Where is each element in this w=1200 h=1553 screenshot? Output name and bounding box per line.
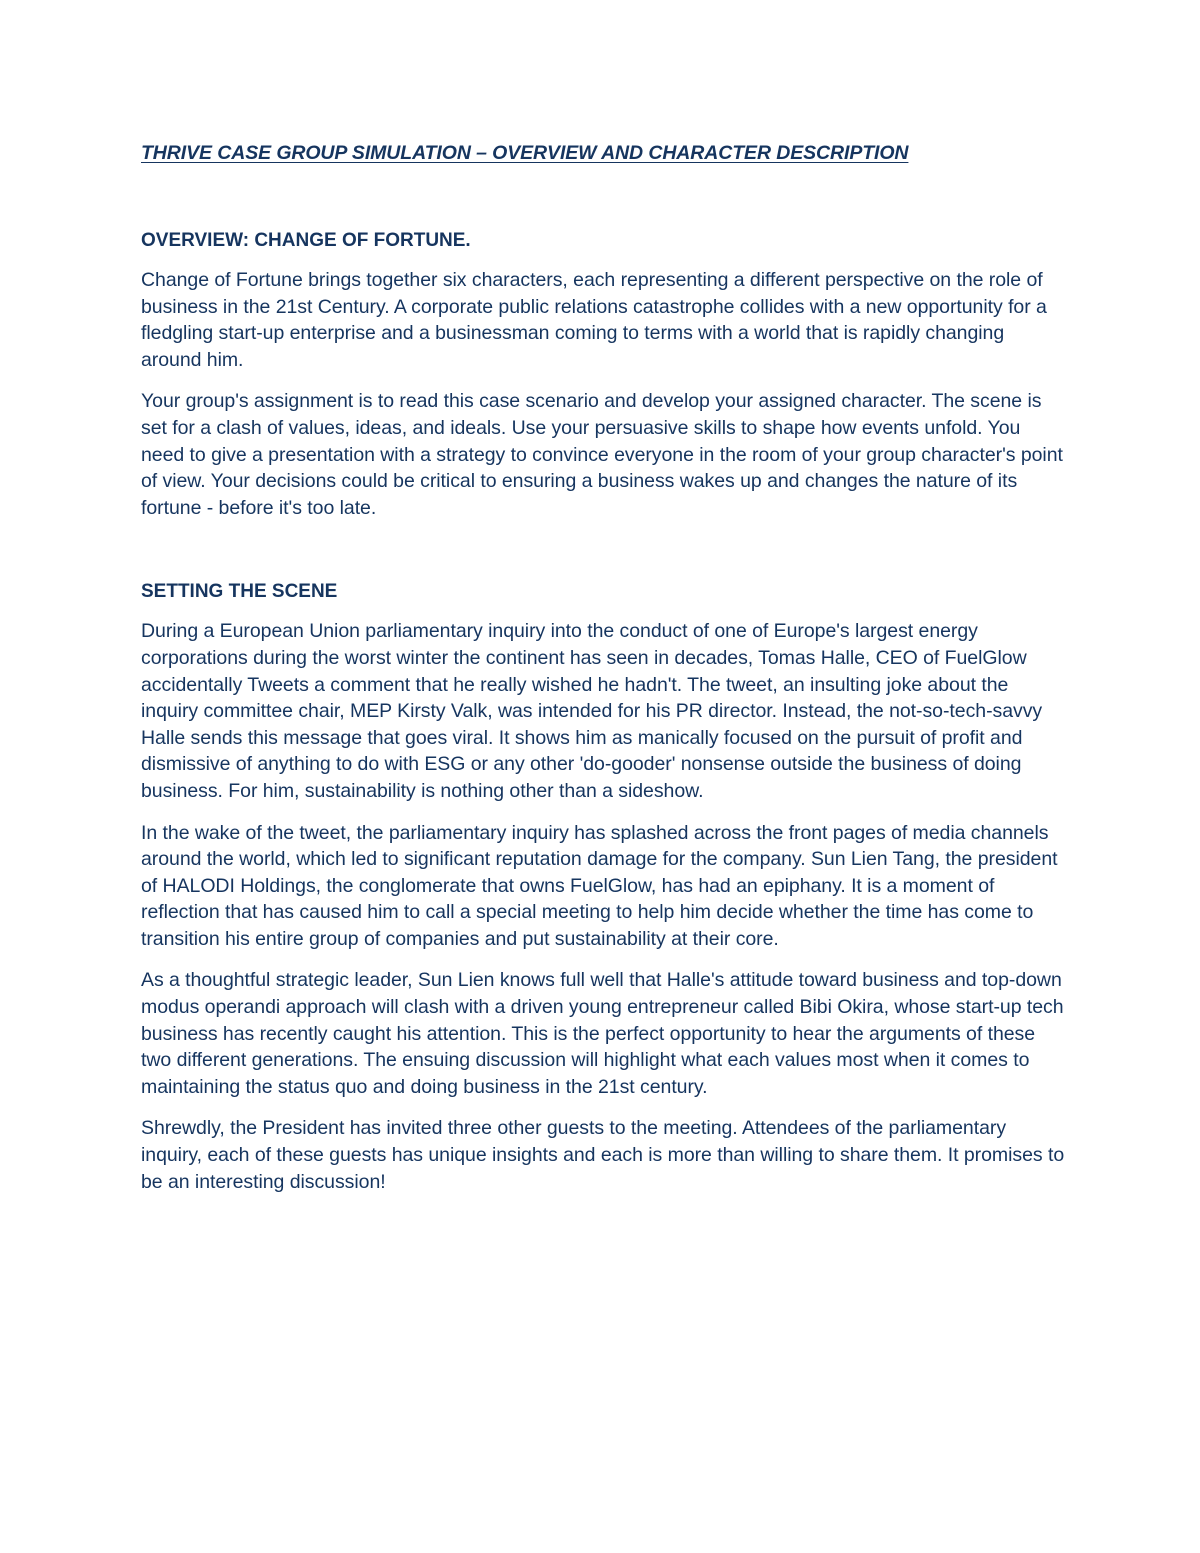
setting-paragraph: As a thoughtful strategic leader, Sun Lien knows full well that Halle's attitude toward business and top-down modus operandi approach will clash with a driven young entrepreneur called Bibi Okira, whose start-up tech business has recently caught his attention. This is the perfect opportunity to hear the arguments of these two different generations. The ensuing discussion will highlight what each values most when it comes to maintaining the status quo and doing business in the 21st century. <box>141 969 1064 1098</box>
setting-paragraph: Shrewdly, the President has invited three other guests to the meeting. Attendees of the parliamentary inquiry, each of these guests has unique insights and each is more than willing to share them. It promises to be an interesting discussion! <box>141 1117 1065 1193</box>
document-title: THRIVE CASE GROUP SIMULATION – OVERVIEW AND CHARACTER DESCRIPTION <box>141 142 909 164</box>
overview-heading: OVERVIEW: CHANGE OF FORTUNE. <box>141 230 471 251</box>
setting-heading: SETTING THE SCENE <box>141 581 338 603</box>
document-body <box>141 140 1066 1195</box>
setting-paragraph: During a European Union parliamentary inquiry into the conduct of one of Europe's largest energy corporations during the worst winter the continent has seen in decades, Tomas Halle, CEO of FuelGlow accidentally Tweets a comment that he really wished he hadn't. The tweet, an insulting joke about the inquiry committee chair, MEP Kirsty Valk, was intended for his PR director. Instead, the not-so-tech-savvy Halle sends this message that goes viral. It shows him as manically focused on the pursuit of profit and dismissive of anything to do with ESG or any other 'do-gooder' nonsense outside the business of doing business. For him, sustainability is nothing other than a sideshow. <box>141 620 1043 802</box>
setting-paragraph: In the wake of the tweet, the parliamentary inquiry has splashed across the front pages of media channels around the world, which led to significant reputation damage for the company. Sun Lien Tang, the president of HALODI Holdings, the conglomerate that owns FuelGlow, has had an epiphany. It is a moment of reflection that has caused him to call a special meeting to help him decide whether the time has come to transition his entire group of companies and put sustainability at their core. <box>141 821 1058 950</box>
overview-paragraph: Your group's assignment is to read this case scenario and develop your assigned character. The scene is set for a clash of values, ideas, and ideals. Use your persuasive skills to shape how events unfold. You need to give a presentation with a strategy to convince everyone in the room of your group character's point of view. Your decisions could be critical to ensuring a business wakes up and changes the nature of its fortune - before it's too late. <box>141 390 1063 519</box>
overview-paragraph: Change of Fortune brings together six characters, each representing a different perspective on the role of business in the 21st Century. A corporate public relations catastrophe collides with a new opportunity for a fledgling start-up enterprise and a businessman coming to terms with a world that is rapidly changing around him. <box>141 269 1047 371</box>
